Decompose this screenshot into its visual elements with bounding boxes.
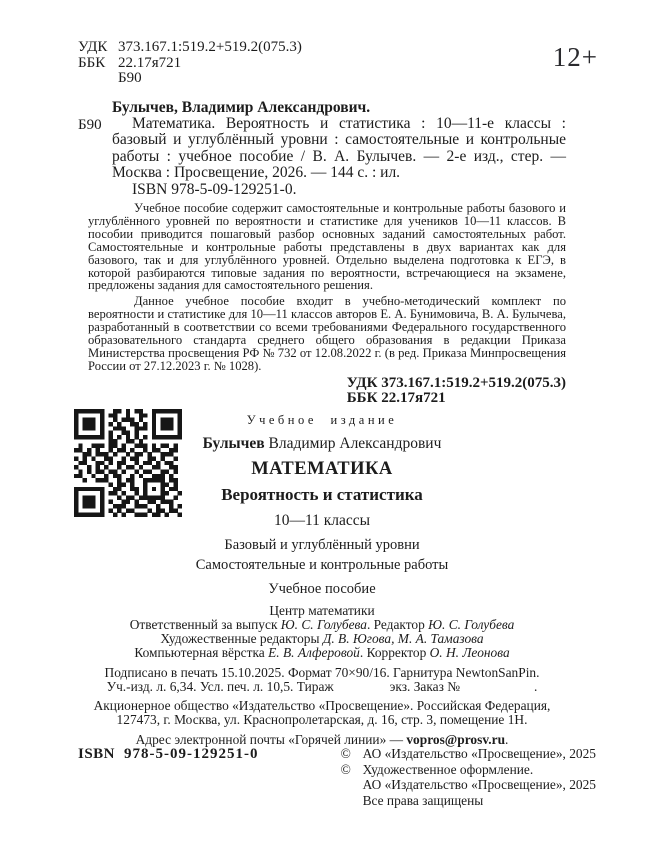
hotline-email-line: Адрес электронной почты «Горячей линии» — vopros@prosv.ru. [135, 732, 509, 748]
copyright-line-1: АО «Издательство «Просвещение», 2025 [362, 746, 596, 761]
author-heading: Булычев, Владимир Александрович. [112, 98, 371, 116]
publisher-block [78, 699, 566, 727]
codes-right-block [78, 376, 566, 407]
credits-block [78, 604, 566, 661]
works-line: Самостоятельные и контрольные работы [195, 556, 449, 573]
age-rating-badge: 12+ [552, 42, 598, 72]
card-sign: Б90 [78, 116, 102, 133]
credit-layout-line: Компьютерная вёрстка Е. В. Алферовой. Корректор О. Н. Леонова [134, 645, 510, 661]
art-editors-names: Д. В. Югова, М. А. Тамазова [322, 631, 484, 647]
layout-name: Е. В. Алферовой [268, 645, 360, 661]
bbk-value: 22.17я721 [118, 54, 182, 71]
catalog-card [78, 114, 566, 199]
author-sign: Б90 [118, 70, 142, 86]
card-isbn: ISBN 978-5-09-129251-0. [132, 180, 297, 198]
edition-author-name: Владимир Александрович [264, 434, 442, 452]
edition-kind: Учебное издание [246, 412, 398, 427]
responsible-name: Ю. С. Голубева [280, 616, 367, 632]
card-description: Математика. Вероятность и статистика : 10—11-е классы : базовый и углублённый уровни : самостоятельные и контрольные работы : учебное пособие / В. А. Булычев. — 2-е изд., стер. — Москва : Просвещение, 2026. — 144 с. : ил. [112, 114, 566, 181]
copyright-line-2: Художественное оформление. [362, 761, 534, 777]
udk-label: УДК [78, 39, 108, 55]
copyright-sign-2: © [340, 761, 351, 777]
credit-editor-line: Ответственный за выпуск Ю. С. Голубева. Редактор Ю. С. Голубева [129, 616, 515, 632]
udk-code [78, 40, 566, 56]
edition-block [78, 413, 566, 598]
footer-row [78, 746, 596, 808]
print-info-line-2: Уч.-изд. л. 6,34. Усл. печ. л. 10,5. Тираж экз. Заказ № . [106, 678, 538, 694]
editor-name: Ю. С. Голубева [428, 616, 515, 632]
annotation-para-1: Учебное пособие содержит самостоятельные и контрольные работы базового и углублённого уровней по вероятности и статистике для учеников 10—11 классов. В пособии приводится пошаговый разбор основных заданий самостоятельных работ. Самостоятельные и контрольные работы представлены в двух вариантах как для базового, так и для углублённого уровней. Отдельно выделена подготовка к ЕГЭ, в которой разбираются типовые задания по вероятности, встречающиеся на экзамене, предложены задания для самостоятельного решения. [88, 201, 566, 293]
publisher-address-2: 127473, г. Москва, ул. Краснопролетарская, д. 16, стр. 3, помещение 1Н. [116, 712, 528, 728]
header-codes [78, 40, 566, 87]
levels-line: Базовый и углублённый уровни [224, 536, 420, 553]
udk-code-right: УДК 373.167.1:519.2+519.2(075.3) [346, 374, 566, 391]
bbk-label: ББК [78, 54, 106, 71]
copyright-block [341, 746, 596, 808]
bbk-code [78, 56, 566, 72]
edition-author-surname: Булычев [202, 434, 265, 452]
credit-art-line: Художественные редакторы Д. В. Югова, М. А. Тамазова [160, 631, 484, 647]
book-subtitle: Вероятность и статистика [221, 484, 423, 504]
qr-code [74, 409, 182, 517]
isbn-footer [78, 746, 259, 763]
print-info-block [78, 666, 566, 694]
copyright-sign: © [340, 746, 351, 761]
annotation-para-2: Данное учебное пособие входит в учебно-методический комплект по вероятности и статистике для 10—11 классов авторов Е. А. Бунимовича, В. А. Булычева, разработанный в соответствии со всеми требованиями Федерального государственного образовательного стандарта среднего общего образования в редакции Приказа Министерства просвещения РФ № 732 от 12.08.2022 г. (в ред. Приказа Минпросвещения России от 27.12.2023 г. № 1028). [88, 294, 566, 373]
copyright-line-3: АО «Издательство «Просвещение», 2025 [362, 777, 596, 792]
proofreader-name: О. Н. Леонова [429, 645, 510, 661]
edition-type: Учебное пособие [268, 580, 376, 597]
bbk-code-right: ББК 22.17я721 [346, 389, 446, 406]
publisher-address-1: Акционерное общество «Издательство «Просвещение». Российская Федерация, [93, 698, 551, 713]
udk-value: 373.167.1:519.2+519.2(075.3) [118, 39, 302, 55]
center-name: Центр математики [269, 602, 375, 618]
print-info-line-1: Подписано в печать 15.10.2025. Формат 70×90/16. Гарнитура NewtonSanPin. [104, 664, 540, 680]
hotline-email: vopros@prosv.ru [406, 732, 506, 748]
grades-line: 10—11 классы [273, 511, 371, 529]
isbn-number: 978-5-09-129251-0 [124, 746, 259, 762]
copyright-line-4: Все права защищены [362, 792, 484, 808]
isbn-label: ISBN [78, 746, 116, 762]
book-title: МАТЕМАТИКА [251, 458, 393, 479]
annotation-block [88, 202, 566, 373]
